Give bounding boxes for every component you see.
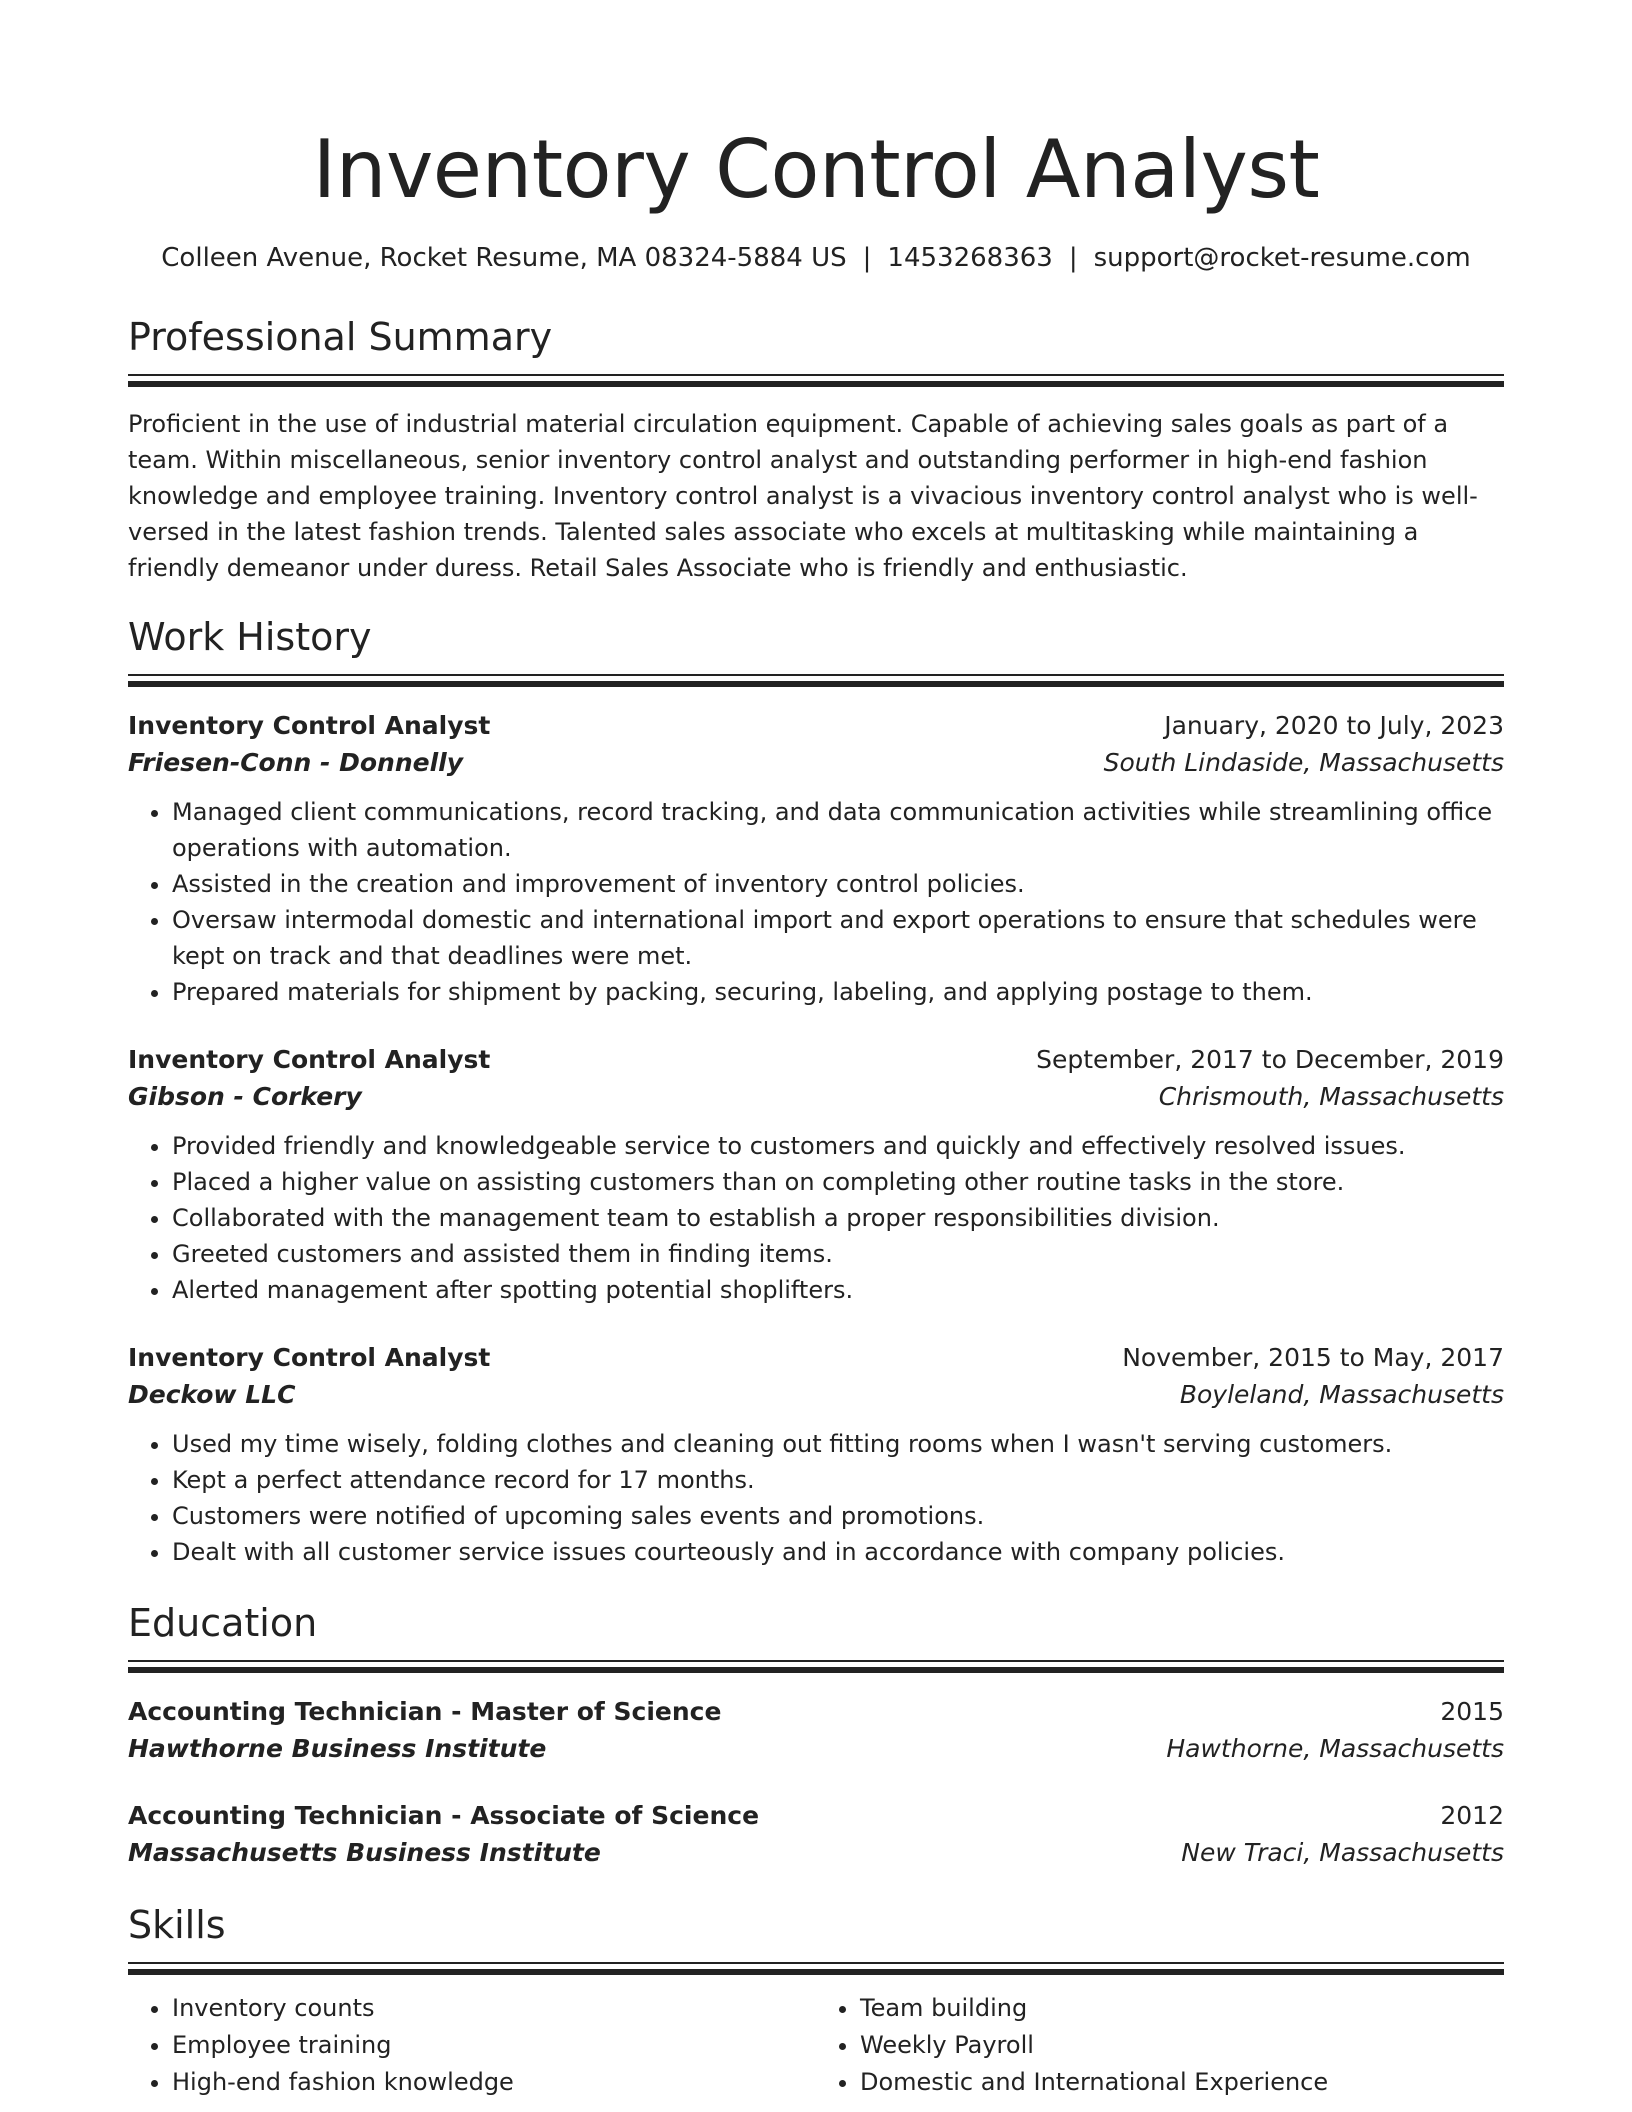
contact-address: Colleen Avenue, Rocket Resume, MA 08324-5884 US [161,243,847,273]
skill-item: • Weekly Payroll [860,2027,1504,2064]
job-bullet: • Alerted management after spotting potential shoplifters. [172,1272,1504,1308]
job-bullets [128,1128,1504,1308]
education-heading: Education [128,1601,318,1645]
skill-item: • Inventory counts [172,1990,816,2027]
skill-item: • Team building [860,1990,1504,2027]
job-bullet: • Collaborated with the management team to establish a proper responsibilities division. [172,1200,1504,1236]
summary-heading: Professional Summary [128,315,553,359]
job-company: Friesen-Conn - Donnelly [128,748,464,777]
skills-column-left [128,1990,816,2101]
job-entry [128,1340,1504,1570]
job-company: Gibson - Corkery [128,1082,362,1111]
resume-title: Inventory Control Analyst [312,123,1320,216]
contact-email[interactable]: support@rocket-resume.com [1093,243,1471,273]
job-bullet: • Managed client communications, record tracking, and data communication activities while streamlining office operations with automation. [172,794,1504,866]
job-title: Inventory Control Analyst [128,711,491,740]
work-history-section [128,612,1504,1570]
skills-section [128,1900,1504,2101]
education-degree: Accounting Technician - Associate of Science [128,1801,760,1830]
job-bullet: • Provided friendly and knowledgeable service to customers and quickly and effectively resolved issues. [172,1128,1504,1164]
job-bullet: • Placed a higher value on assisting customers than on completing other routine tasks in the store. [172,1164,1504,1200]
section-divider [128,1962,1504,1976]
job-entry [128,1042,1504,1308]
contact-line [128,240,1504,276]
job-dates: September, 2017 to December, 2019 [1036,1045,1504,1074]
job-bullets [128,1426,1504,1570]
job-location: South Lindaside, Massachusetts [1103,748,1504,777]
job-bullets [128,794,1504,1010]
education-year: 2012 [1440,1801,1504,1830]
contact-phone: 1453268363 [887,243,1053,273]
job-entry [128,708,1504,1010]
summary-text: Proficient in the use of industrial material circulation equipment. Capable of achieving sales goals as part of a team. Within miscellaneous, senior inventory control analyst and outstanding performer in high-end fashion knowledge and employee training. Inventory control analyst is a vivacious inventory control analyst who is well-versed in the latest fashion trends. Talented sales associate who excels at multitasking while maintaining a friendly demeanor under duress. Retail Sales Associate who is friendly and enthusiastic. [128,410,1478,582]
skill-item: • Employee training [172,2027,816,2064]
section-divider [128,1660,1504,1674]
job-bullet: • Prepared materials for shipment by packing, securing, labeling, and applying postage to them. [172,974,1504,1010]
job-bullet: • Customers were notified of upcoming sales events and promotions. [172,1498,1504,1534]
education-location: Hawthorne, Massachusetts [1166,1734,1504,1763]
job-location: Chrismouth, Massachusetts [1158,1082,1504,1111]
skills-grid [128,1990,1504,2101]
job-title: Inventory Control Analyst [128,1343,491,1372]
job-company: Deckow LLC [128,1380,296,1409]
job-bullet: • Kept a perfect attendance record for 17 months. [172,1462,1504,1498]
skills-heading: Skills [128,1903,226,1947]
work-history-heading: Work History [128,615,372,659]
education-section [128,1598,1504,1872]
job-bullet: • Assisted in the creation and improvement of inventory control policies. [172,866,1504,902]
skill-item: • High-end fashion knowledge [172,2064,816,2101]
education-year: 2015 [1440,1697,1504,1726]
job-dates: November, 2015 to May, 2017 [1122,1343,1504,1372]
education-entry [128,1694,1504,1768]
summary-section [128,312,1504,586]
section-divider [128,674,1504,688]
skills-column-right [816,1990,1504,2101]
job-bullet: • Oversaw intermodal domestic and international import and export operations to ensure that schedules were kept on track and that deadlines were met. [172,902,1504,974]
contact-separator: | [1068,243,1078,273]
job-bullet: • Greeted customers and assisted them in finding items. [172,1236,1504,1272]
section-divider [128,374,1504,388]
education-location: New Traci, Massachusetts [1181,1838,1504,1867]
job-dates: January, 2020 to July, 2023 [1164,711,1504,740]
contact-separator: | [862,243,872,273]
education-degree: Accounting Technician - Master of Science [128,1697,722,1726]
education-school: Hawthorne Business Institute [128,1734,547,1763]
skill-item: • Domestic and International Experience [860,2064,1504,2101]
job-bullet: • Used my time wisely, folding clothes and cleaning out fitting rooms when I wasn't serving customers. [172,1426,1504,1462]
education-entry [128,1798,1504,1872]
job-bullet: • Dealt with all customer service issues courteously and in accordance with company policies. [172,1534,1504,1570]
job-title: Inventory Control Analyst [128,1045,491,1074]
education-school: Massachusetts Business Institute [128,1838,601,1867]
job-location: Boyleland, Massachusetts [1179,1380,1504,1409]
